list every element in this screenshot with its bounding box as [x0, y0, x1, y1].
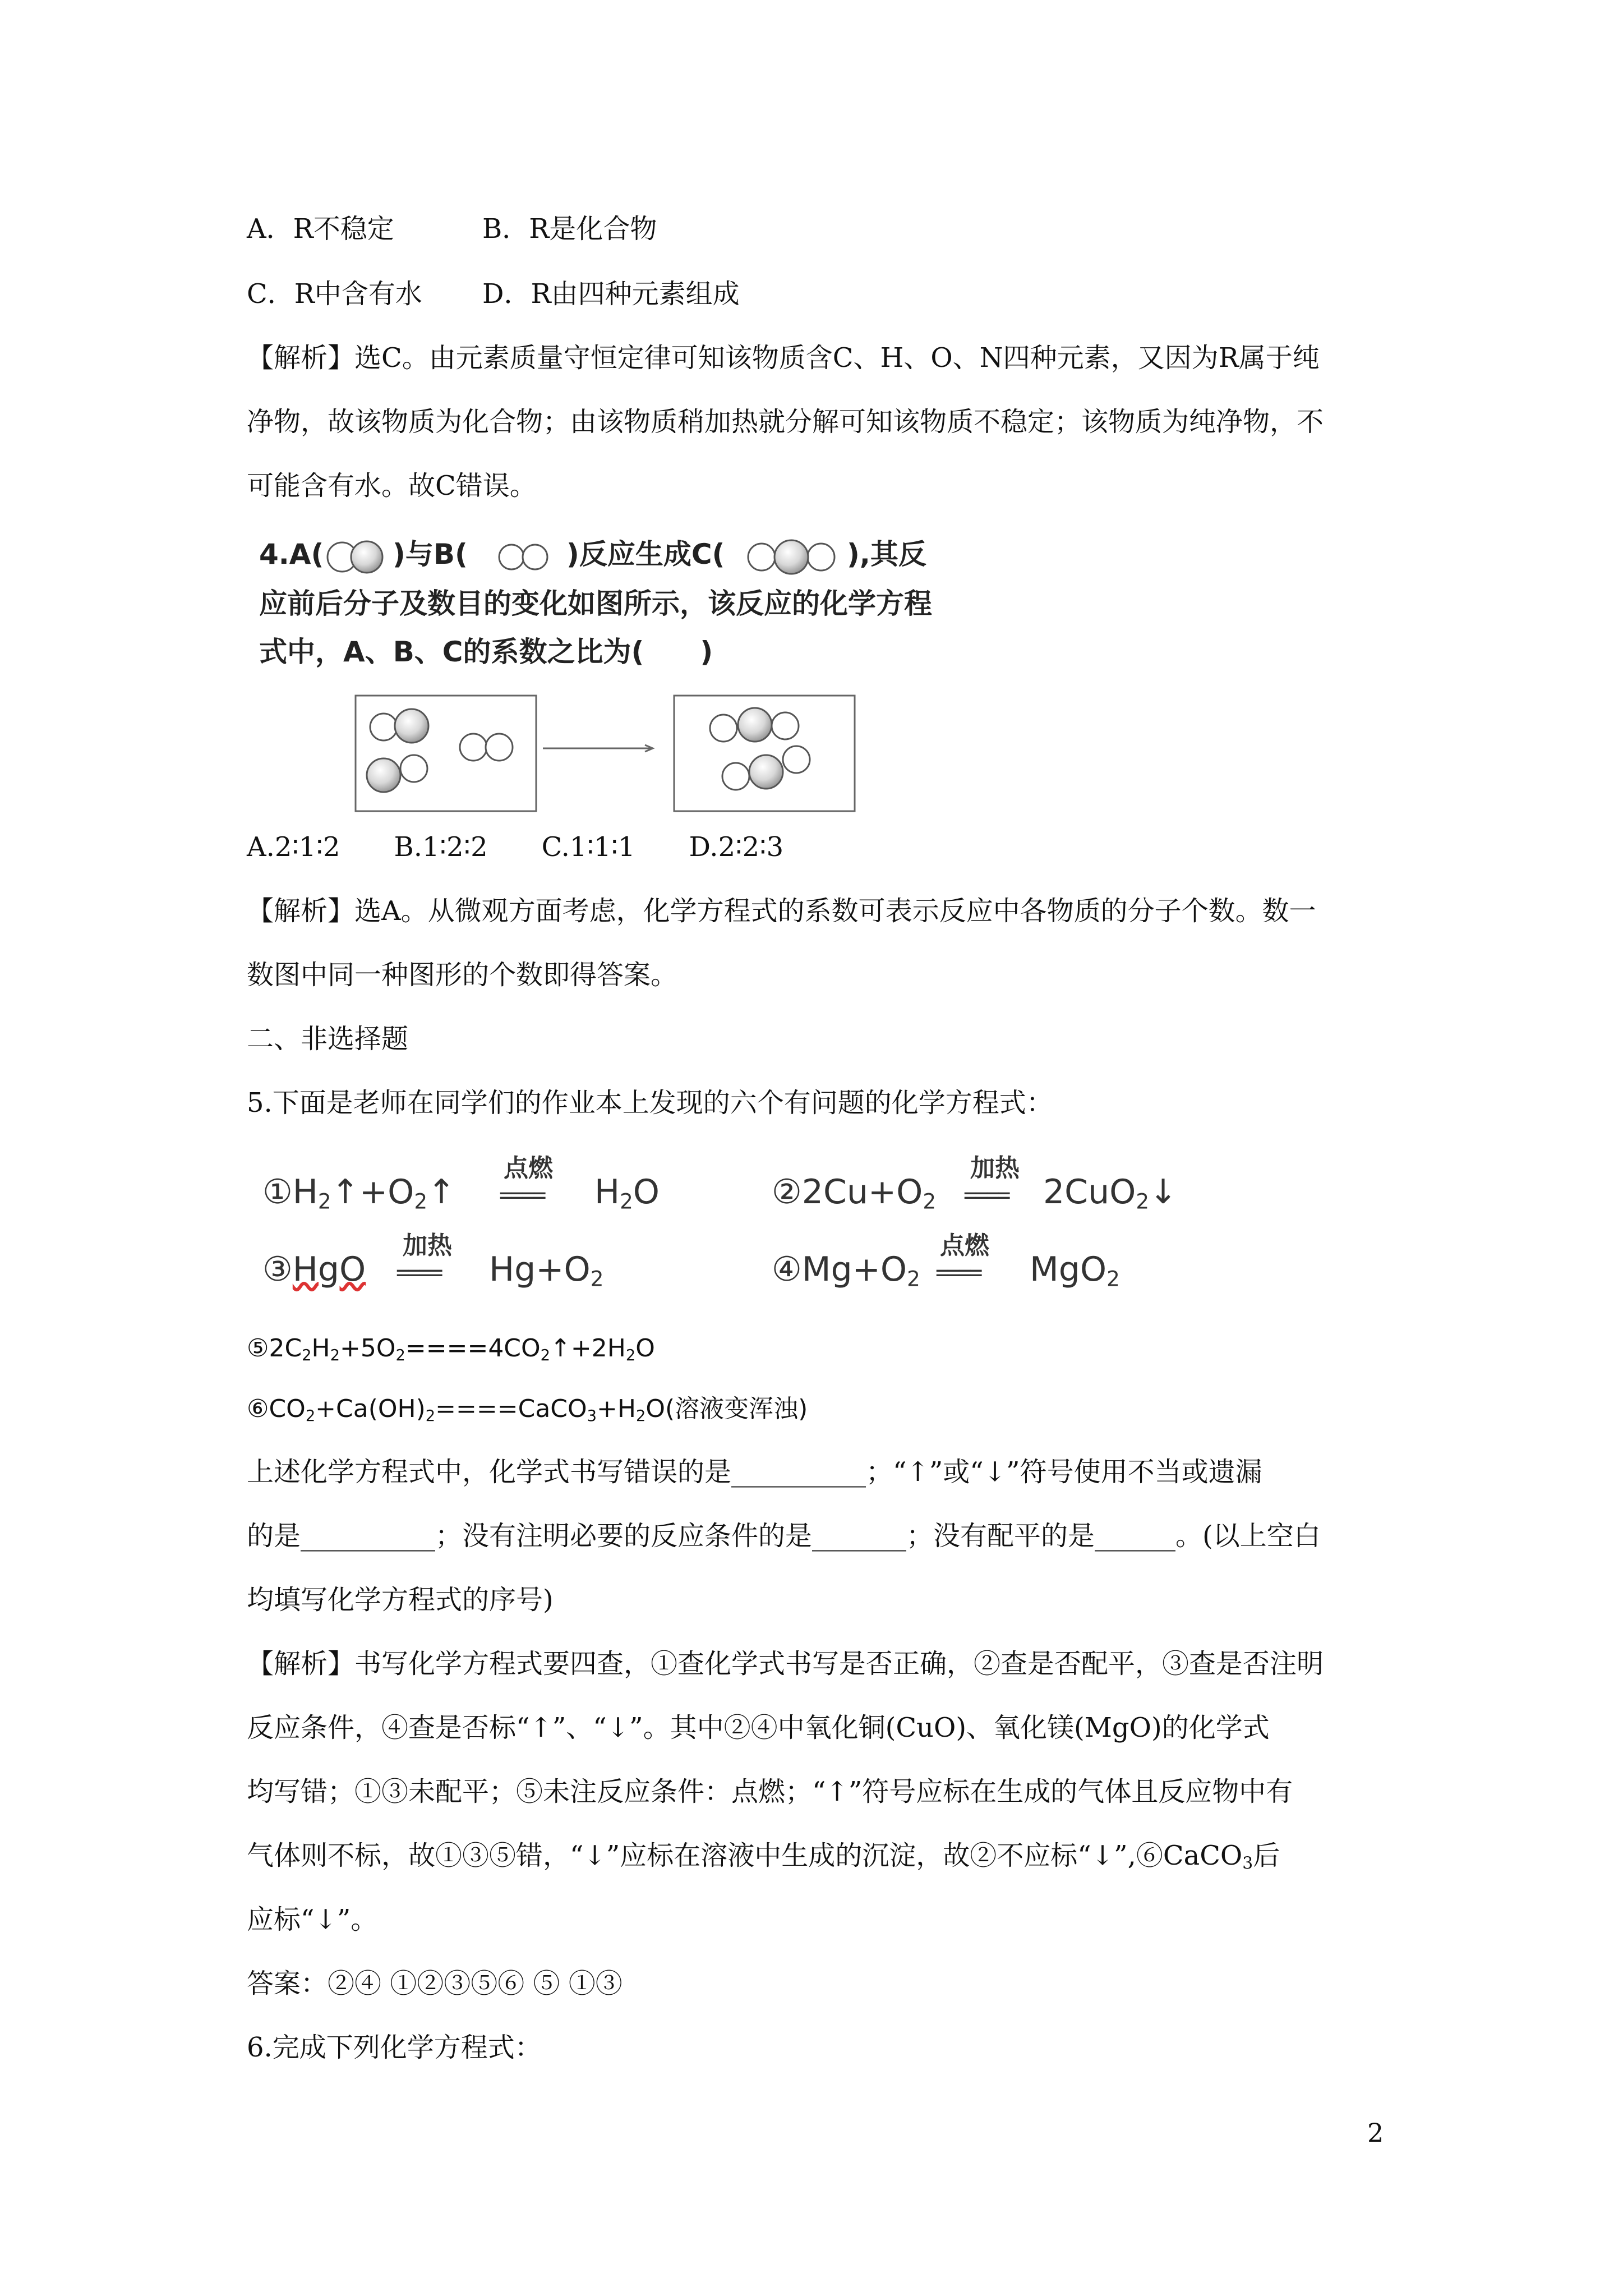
q5-analysis-line3: 均写错；①③未配平；⑤未注反应条件：点燃；“↑”符号应标在生成的气体且反应物中有 [247, 1776, 1293, 1807]
molecule-b-icon [488, 537, 561, 577]
q5-question-line1: 上述化学方程式中，化学式书写错误的是__________；“↑”或“↓”符号使用不当或遗漏 [247, 1456, 1262, 1488]
q5-analysis-line1: 【解析】书写化学方程式要四查，①查化学式书写是否正确，②查是否配平，③查是否注明 [247, 1648, 1324, 1680]
q3-analysis-line3: 可能含有水。故C错误。 [247, 470, 537, 501]
q3-analysis-line1: 【解析】选C。由元素质量守恒定律可知该物质含C、H、O、N四种元素，又因为R属于纯 [247, 342, 1320, 374]
q4-text-line3: 式中，A、B、C的系数之比为( ) [259, 636, 713, 668]
equation-3: ③HgO [262, 1250, 366, 1289]
q4-text-part2: )与B( [393, 538, 468, 570]
molecule-c-icon [739, 537, 846, 577]
q4-text-part3: )反应生成C( [566, 538, 725, 570]
q4-text-part1: 4.A( [259, 538, 324, 570]
q5-question-line3: 均填写化学方程式的序号) [247, 1584, 554, 1616]
eq3-equals: ==== [396, 1260, 441, 1286]
q3-analysis-line2: 净物，故该物质为化合物；由该物质稍加热就分解可知该物质不稳定；该物质为纯净物，不 [247, 406, 1324, 438]
option-b: B．R是化合物 [482, 213, 657, 245]
eq3-condition: 加热 [403, 1231, 452, 1260]
q4-text-part4: ),其反 [847, 538, 926, 570]
q6-intro: 6.完成下列化学方程式： [247, 2032, 542, 2063]
q4-analysis-line2: 数图中同一种图形的个数即得答案。 [247, 959, 678, 991]
q5-answer: 答案：②④ ①②③⑤⑥ ⑤ ①③ [247, 1968, 623, 1999]
page-number: 2 [1367, 2118, 1384, 2148]
option-d: D．R由四种元素组成 [482, 278, 740, 310]
reaction-diagram [353, 693, 858, 817]
eq2-product: 2CuO$_2$↓ [1043, 1172, 1178, 1214]
q4-analysis-line1: 【解析】选A。从微观方面考虑，化学方程式的系数可表示反应中各物质的分子个数。数一 [247, 895, 1316, 927]
q5-analysis-line4: 气体则不标，故①③⑤错，“↓”应标在溶液中生成的沉淀，故②不应标“↓”,⑥CaCO$_3$后 [247, 1840, 1280, 1874]
equation-2: $②2Cu+O_2$ [772, 1172, 937, 1214]
eq1-equals: ==== [499, 1182, 545, 1208]
option-c: C．R中含有水 [247, 278, 422, 310]
eq4-equals: ==== [935, 1260, 981, 1286]
q5-analysis-line2: 反应条件，④查是否标“↑”、“↓”。其中②④中氧化铜(CuO)、氧化镁(MgO)的化学式 [247, 1712, 1270, 1743]
eq4-product: MgO$_2$ [1030, 1250, 1120, 1291]
equation-4: $④Mg+O_2$ [772, 1250, 920, 1291]
eq2-condition: 加热 [970, 1154, 1020, 1182]
q5-question-line2: 的是__________；没有注明必要的反应条件的是_______；没有配平的是______。(以上空白 [247, 1520, 1321, 1552]
q4-text-line2: 应前后分子及数目的变化如图所示，该反应的化学方程 [259, 587, 932, 620]
q4-options: A.2∶1∶2 B.1∶2∶2 C.1∶1∶1 D.2∶2∶3 [247, 831, 784, 863]
eq3-product: $Hg+O_2$ [489, 1250, 604, 1291]
eq1-product: $H_2O$ [594, 1172, 660, 1214]
eq2-equals: ==== [963, 1182, 1009, 1208]
eq1-condition: 点燃 [504, 1154, 553, 1182]
section-heading: 二、非选择题 [247, 1023, 409, 1055]
option-a: A．R不稳定 [247, 213, 394, 245]
molecule-a-icon [321, 537, 394, 577]
q5-analysis-line5: 应标“↓”。 [247, 1904, 378, 1935]
eq4-condition: 点燃 [940, 1231, 989, 1260]
equation-1: $①H_2↑+O_2↑$ [262, 1172, 456, 1214]
q5-intro: 5.下面是老师在同学们的作业本上发现的六个有问题的化学方程式： [247, 1087, 1053, 1119]
equation-6: $⑥CO_2+Ca(OH)_2====CaCO_3+H_2O$(溶液变浑浊) [247, 1395, 808, 1425]
equation-5: $⑤2C_2H_2+5O_2====4CO_2↑+2H_2O$ [247, 1334, 655, 1364]
